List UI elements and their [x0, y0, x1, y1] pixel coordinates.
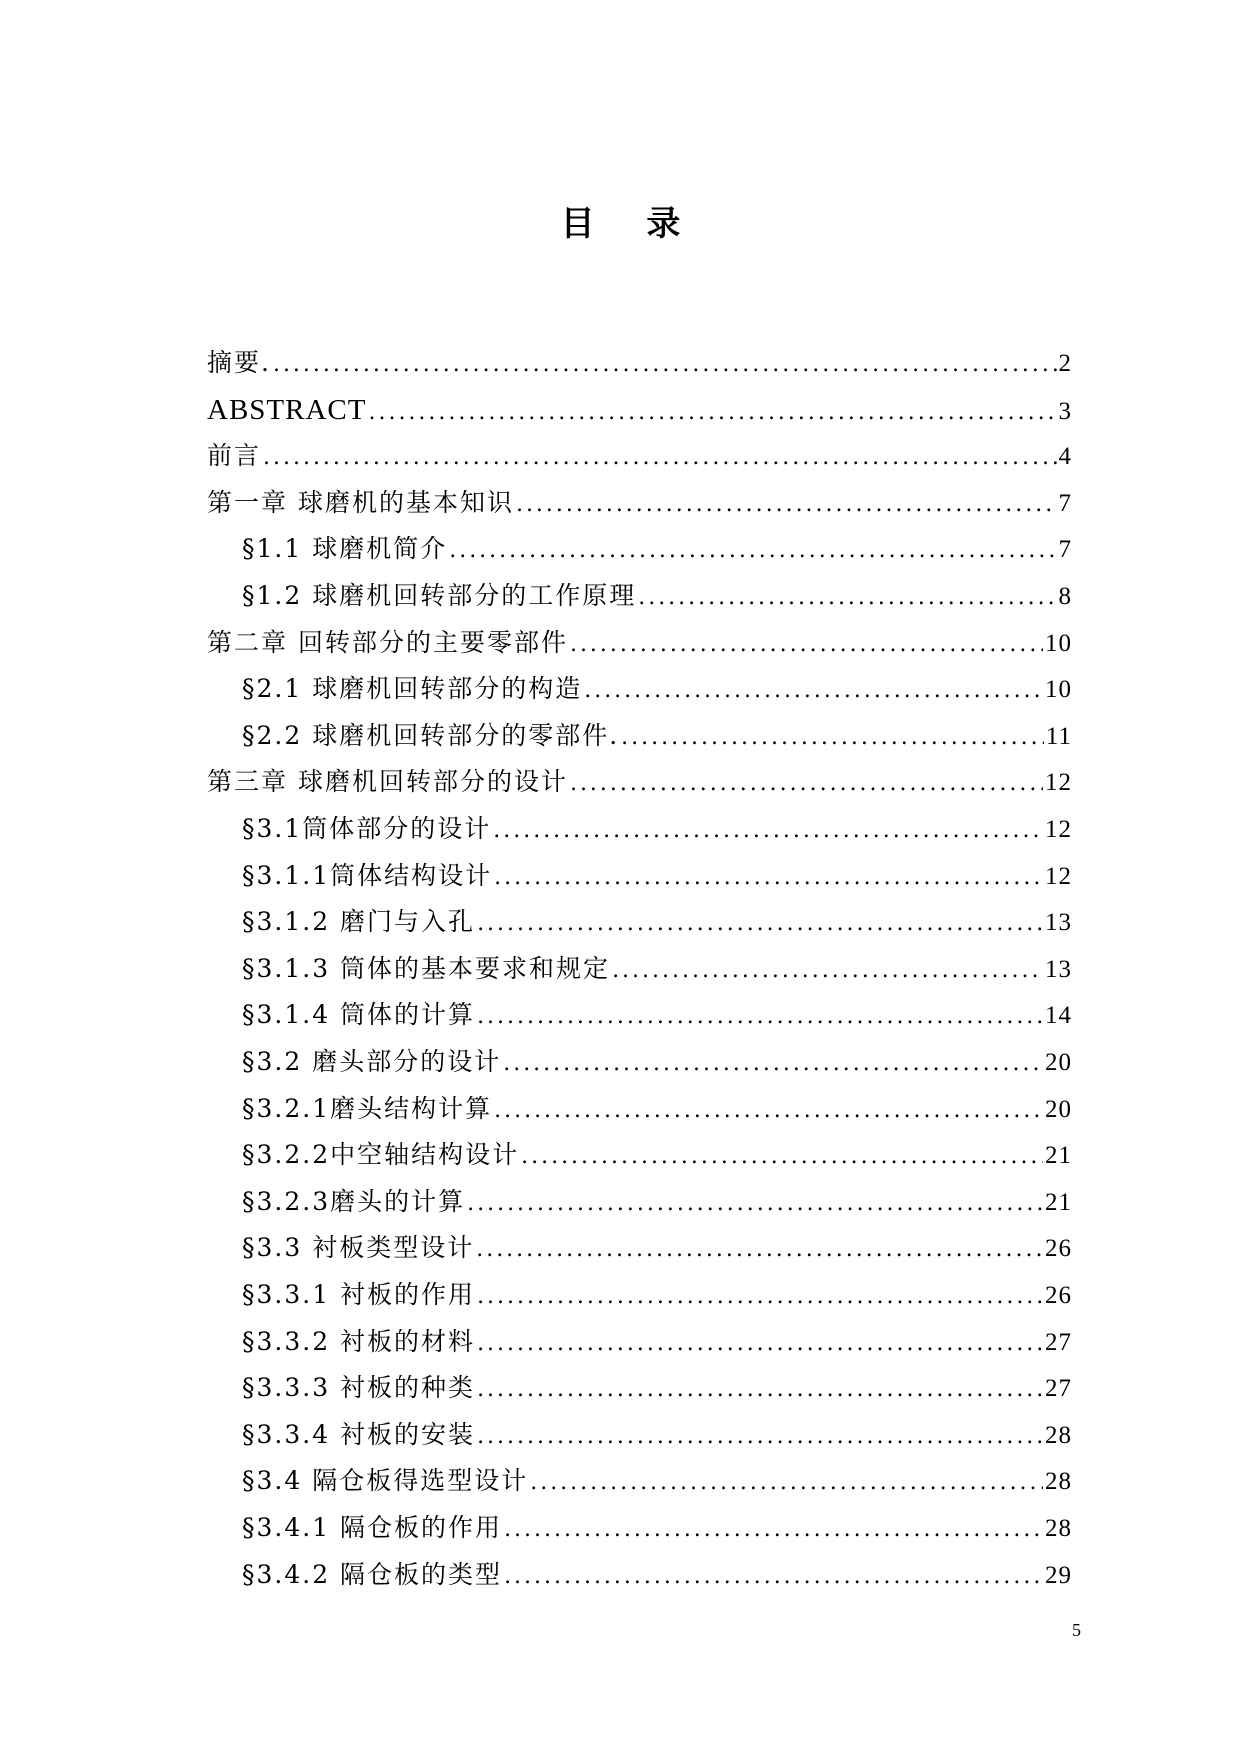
- toc-entry-page: 12: [1045, 769, 1072, 797]
- toc-entry[interactable]: [242, 1225, 1072, 1271]
- toc-entry-label: §3.1.3 筒体的基本要求和规定: [242, 953, 611, 983]
- toc-entry[interactable]: [242, 713, 1072, 759]
- toc-leader-dots: [638, 575, 1056, 619]
- toc-entry[interactable]: [242, 1458, 1072, 1504]
- toc-entry-page: 7: [1058, 489, 1072, 517]
- toc-entry[interactable]: [207, 759, 1072, 805]
- toc-entry-page: 2: [1058, 350, 1072, 377]
- toc-entry[interactable]: [242, 526, 1072, 572]
- toc-leader-dots: [368, 390, 1056, 433]
- toc-entry-label: §3.4.1 隔仓板的作用: [242, 1513, 503, 1542]
- toc-entry-label: 第二章 回转部分的主要零部件: [207, 627, 568, 657]
- toc-leader-dots: [494, 1088, 1043, 1132]
- toc-entry[interactable]: [242, 1505, 1072, 1551]
- toc-entry[interactable]: [242, 1319, 1072, 1365]
- toc-entry-page: 11: [1045, 722, 1072, 750]
- toc-entry[interactable]: [242, 1412, 1072, 1458]
- toc-entry-page: 8: [1058, 583, 1072, 610]
- toc-entry-page: 28: [1045, 1421, 1072, 1449]
- toc-entry-page: 10: [1045, 676, 1072, 704]
- toc-leader-dots: [273, 342, 1057, 386]
- toc-leader-dots: [449, 528, 1056, 572]
- toc-leader-dots: [530, 1460, 1043, 1504]
- toc-leader-dots: [570, 761, 1043, 805]
- toc-entry[interactable]: [242, 1086, 1072, 1132]
- toc-entry-page: 4: [1058, 443, 1072, 471]
- toc-entry-page: 21: [1045, 1188, 1072, 1216]
- toc-entry[interactable]: [207, 480, 1072, 526]
- toc-entry-label: §3.3.2 衬板的材料: [242, 1326, 476, 1356]
- toc-entry[interactable]: [242, 1132, 1072, 1178]
- toc-entry-page: 12: [1045, 862, 1072, 890]
- toc-leader-dots: [612, 948, 1043, 992]
- toc-entry-label: §3.3.3 衬板的种类: [242, 1373, 476, 1403]
- toc-entry[interactable]: [242, 1552, 1072, 1598]
- toc-entry-label: 第三章 球磨机回转部分的设计: [207, 767, 568, 797]
- toc-entry[interactable]: [242, 853, 1072, 899]
- toc-leader-dots: [476, 1227, 1043, 1271]
- toc-entry[interactable]: [242, 899, 1072, 945]
- toc-leader-dots: [477, 1274, 1043, 1318]
- toc-entry[interactable]: [207, 340, 1072, 386]
- page-number: 5: [1072, 1620, 1081, 1640]
- toc-entry-label: 摘要.: [207, 348, 271, 377]
- toc-leader-dots: [477, 994, 1043, 1038]
- toc-entry[interactable]: [207, 620, 1072, 666]
- toc-leader-dots: [467, 1181, 1043, 1225]
- toc-leader-dots: [521, 1134, 1043, 1178]
- toc-leader-dots: [477, 1367, 1043, 1411]
- toc-entry-page: 28: [1045, 1515, 1072, 1542]
- toc-entry[interactable]: [242, 806, 1072, 852]
- toc-entry-label: §2.2 球磨机回转部分的零部件.: [242, 720, 620, 750]
- page-title: 目 录: [560, 204, 701, 244]
- toc-entry[interactable]: [207, 387, 1072, 433]
- toc-entry[interactable]: [242, 1039, 1072, 1085]
- toc-leader-dots: [516, 482, 1057, 526]
- toc-leader-dots: [503, 1041, 1043, 1085]
- toc-entry-label: §1.2 球磨机回转部分的工作原理: [242, 581, 637, 610]
- toc-entry-label: §3.2.3磨头的计算: [242, 1186, 466, 1216]
- toc-entry-page: 26: [1045, 1282, 1072, 1309]
- toc-entry-page: 21: [1045, 1142, 1072, 1170]
- toc-entry-page: 20: [1045, 1049, 1072, 1076]
- toc-entry-page: 12: [1045, 816, 1072, 843]
- toc-entry-page: 27: [1045, 1375, 1072, 1403]
- toc-leader-dots: [504, 1507, 1043, 1551]
- toc-leader-dots: [504, 1554, 1043, 1598]
- toc-leader-dots: [584, 668, 1043, 712]
- toc-leader-dots: [494, 855, 1043, 899]
- toc-entry[interactable]: [242, 992, 1072, 1038]
- toc-entry-page: 13: [1045, 955, 1072, 983]
- toc-entry-label: §3.2.2中空轴结构设计: [242, 1140, 520, 1170]
- toc-entry-page: 26: [1045, 1235, 1072, 1263]
- toc-entry-label: §2.1 球磨机回转部分的构造: [242, 674, 583, 704]
- toc-leader-dots: [477, 1414, 1043, 1458]
- toc-entry-label: §3.4.2 隔仓板的类型: [242, 1559, 503, 1589]
- toc-entry-label: §3.1筒体部分的设计: [242, 814, 492, 843]
- toc-entry-label: §3.2 磨头部分的设计: [242, 1047, 502, 1076]
- toc-entry-label: §3.3.1 衬板的作用: [242, 1280, 476, 1309]
- toc-entry[interactable]: [242, 946, 1072, 992]
- toc-entry-label: §3.3.4 衬板的安装: [242, 1419, 476, 1449]
- toc-entry-label: §3.1.1筒体结构设计: [242, 860, 493, 890]
- toc-entry[interactable]: [242, 666, 1072, 712]
- toc-entry-label: ABSTRACT: [207, 393, 367, 426]
- toc-entry-label: §1.1 球磨机简介: [242, 534, 448, 564]
- toc-entry-label: 第一章 球磨机的基本知识: [207, 487, 514, 517]
- toc-leader-dots: [477, 901, 1043, 945]
- toc-leader-dots: [477, 1321, 1043, 1365]
- toc-entry[interactable]: [207, 433, 1072, 479]
- toc-entry-label: §3.1.4 筒体的计算: [242, 1000, 476, 1030]
- toc-entry-page: 10: [1045, 629, 1072, 657]
- toc-entry-page: 28: [1045, 1468, 1072, 1496]
- toc-entry-page: 3: [1058, 397, 1072, 425]
- toc-leader-dots: [621, 715, 1044, 759]
- toc-entry-page: 20: [1045, 1095, 1072, 1123]
- toc-entry[interactable]: [242, 1179, 1072, 1225]
- toc-entry-label: §3.1.2 磨门与入孔: [242, 907, 476, 937]
- toc-leader-dots: [493, 808, 1043, 852]
- toc-entry-page: 29: [1045, 1561, 1072, 1589]
- toc-entry-page: 27: [1045, 1328, 1072, 1356]
- toc-entry-label: §3.3 衬板类型设计: [242, 1233, 475, 1263]
- toc-entry[interactable]: [242, 1272, 1072, 1318]
- toc-entry-page: 13: [1045, 909, 1072, 937]
- toc-entry[interactable]: [242, 573, 1072, 619]
- toc-entry-label: 前言: [207, 441, 262, 471]
- toc-entry-label: §3.4 隔仓板得选型设计: [242, 1466, 529, 1496]
- toc-entry[interactable]: [242, 1365, 1072, 1411]
- toc-entry-page: 14: [1045, 1002, 1072, 1030]
- toc-leader-dots: [263, 435, 1056, 479]
- toc-entry-label: §3.2.1磨头结构计算: [242, 1093, 493, 1123]
- toc-leader-dots: [570, 622, 1043, 666]
- toc-entry-page: 7: [1058, 536, 1072, 564]
